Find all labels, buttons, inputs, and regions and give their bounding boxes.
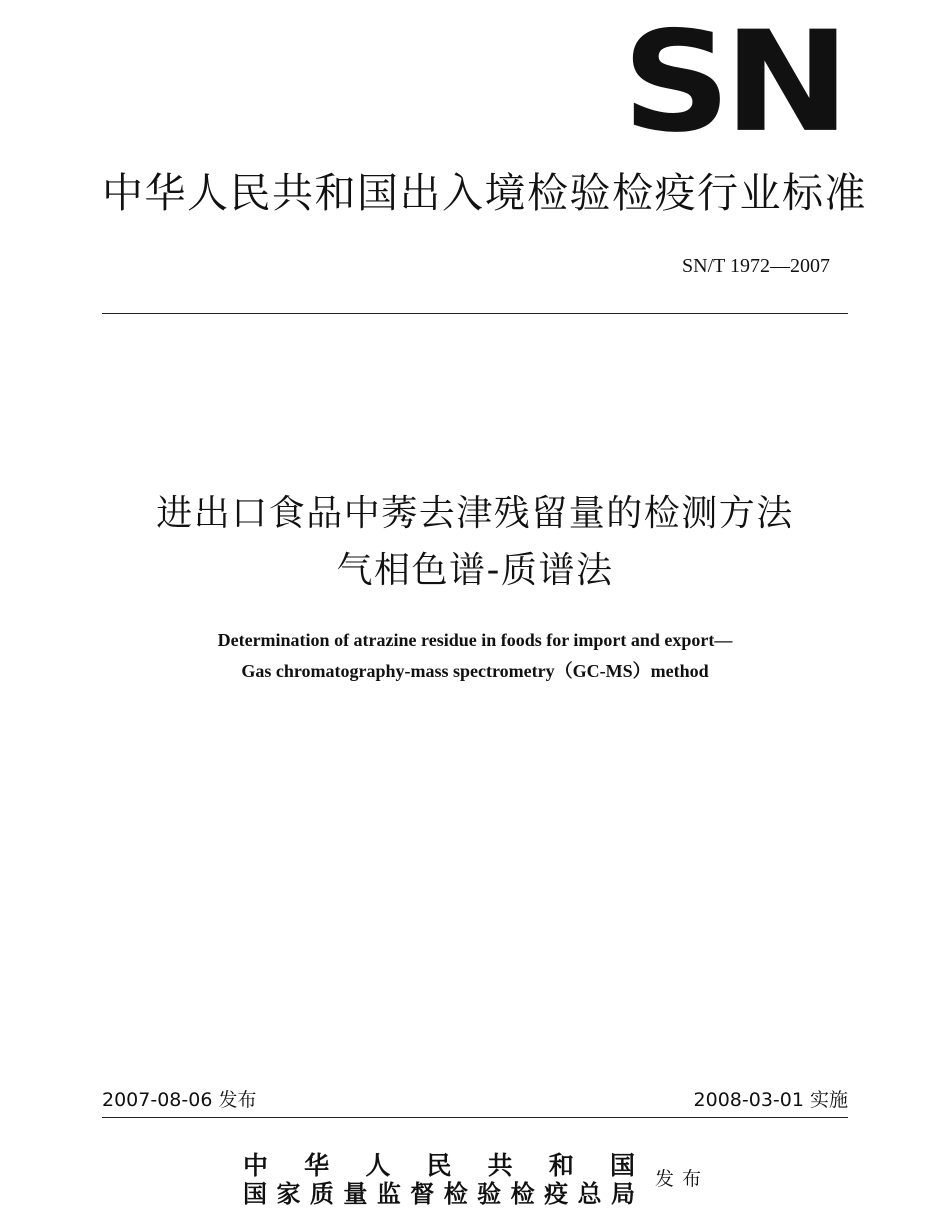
chinese-title-line-2: 气相色谱-质谱法 [336, 550, 614, 591]
sn-logo: SN [622, 2, 843, 164]
publish-label: 发布 [655, 1168, 710, 1190]
standard-number: SN/T 1972—2007 [682, 255, 830, 277]
chinese-title-line-1: 进出口食品中莠去津残留量的检测方法 [156, 493, 794, 534]
industry-standard-title: 中华人民共和国出入境检验检疫行业标准 [102, 169, 867, 217]
issuer-line-2: 国家质量监督检验检疫总局 [243, 1179, 635, 1208]
english-title-line-1: Determination of atrazine residue in foods for import and export— [217, 630, 733, 650]
issue-date: 2007-08-06 发布 [102, 1089, 257, 1111]
implementation-date: 2008-03-01 实施 [693, 1089, 848, 1111]
english-title-line-2: Gas chromatography-mass spectrometry（GC-MS）method [241, 661, 709, 681]
issuer-line-1: 中华人民共和国 [243, 1151, 635, 1180]
top-divider [102, 313, 848, 314]
bottom-divider [102, 1117, 848, 1118]
